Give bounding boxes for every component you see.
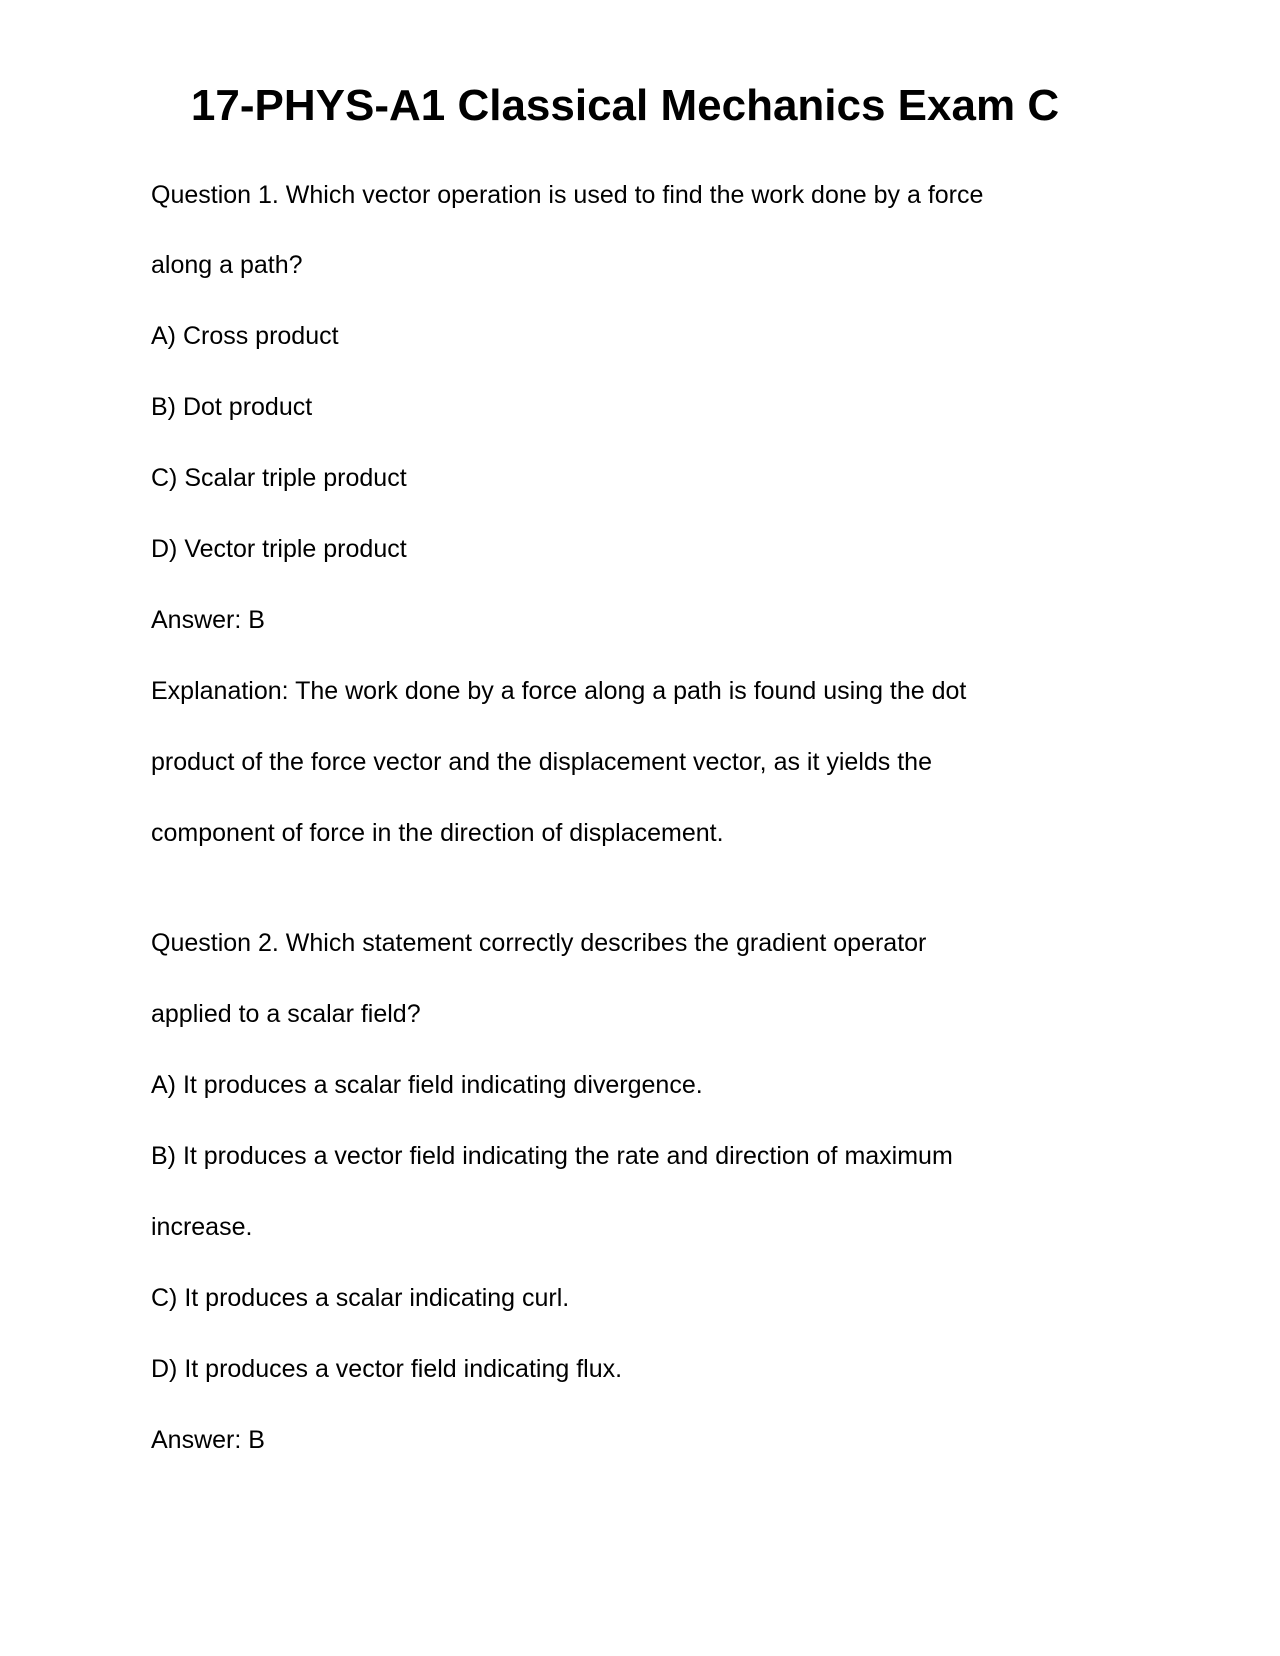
question-1-prompt-line-1: Question 1. Which vector operation is used to find the work done by a force — [151, 181, 984, 209]
question-1-answer: Answer: B — [151, 606, 265, 634]
question-1-option-b: B) Dot product — [151, 393, 313, 421]
page-title: 17-PHYS-A1 Classical Mechanics Exam C — [190, 81, 1060, 130]
question-1-option-a: A) Cross product — [151, 322, 339, 350]
question-1-option-d: D) Vector triple product — [151, 535, 407, 563]
question-1-explanation-line-3: component of force in the direction of displacement. — [151, 819, 724, 847]
question-2-option-c: C) It produces a scalar indicating curl. — [151, 1284, 570, 1312]
question-2-prompt-line-2: applied to a scalar field? — [151, 1000, 421, 1028]
question-2-prompt-line-1: Question 2. Which statement correctly describes the gradient operator — [151, 929, 927, 957]
question-2-option-b: B) It produces a vector field indicating the rate and direction of maximum — [151, 1142, 953, 1170]
question-1-prompt-line-2: along a path? — [151, 251, 303, 279]
question-1-option-c: C) Scalar triple product — [151, 464, 407, 492]
question-1-explanation-line-1: Explanation: The work done by a force along a path is found using the dot — [151, 677, 967, 705]
question-2-option-a: A) It produces a scalar field indicating divergence. — [151, 1071, 703, 1099]
question-2-answer: Answer: B — [151, 1426, 265, 1454]
question-1-explanation-line-2: product of the force vector and the displacement vector, as it yields the — [151, 748, 932, 776]
question-2-option-b-continued: increase. — [151, 1213, 253, 1241]
question-2-option-d: D) It produces a vector field indicating flux. — [151, 1355, 623, 1383]
